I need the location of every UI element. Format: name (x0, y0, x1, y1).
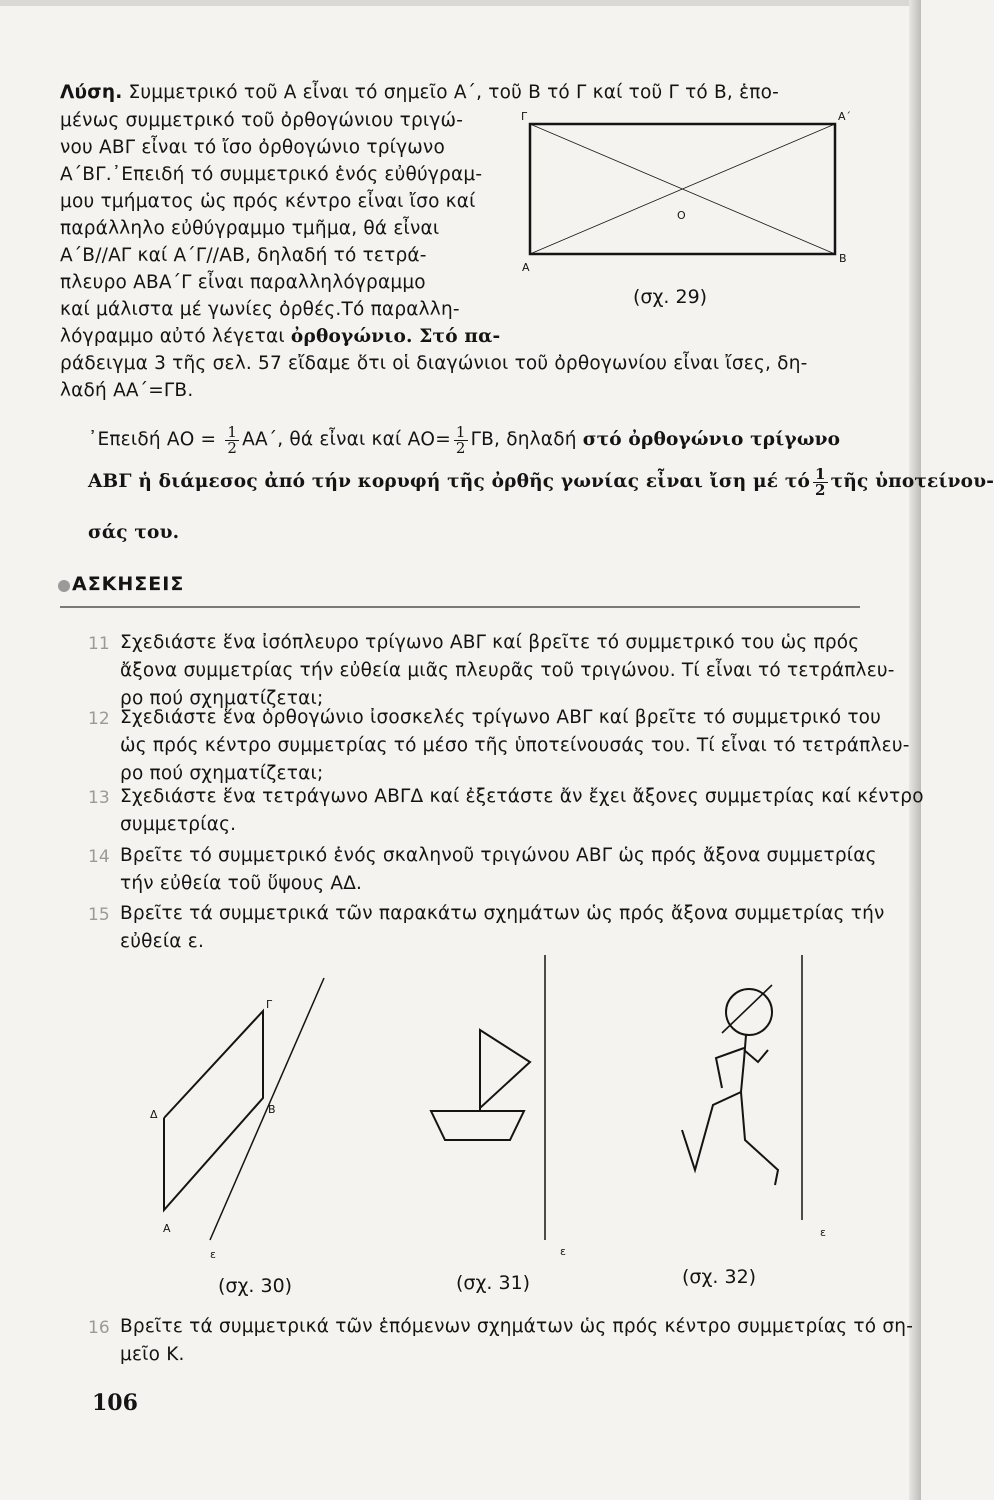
exercise-number: 12 (88, 709, 110, 729)
fig30-label-g: Γ (266, 998, 273, 1011)
fig31-sail (480, 1030, 530, 1108)
fig32-leg-right (741, 1092, 778, 1185)
solution-line-9: καί μάλιστα μέ γωνίες ὀρθές.Τό παραλλη- (60, 299, 460, 320)
exercise-11-line-3: ρο πού σχηματίζεται; (120, 688, 324, 709)
fig32-head-stroke (722, 985, 772, 1033)
fraction-half: $\frac{1}{2}$ (455, 422, 466, 457)
exercise-number: 16 (88, 1318, 110, 1338)
page-number: 106 (92, 1390, 138, 1416)
solution-line-8: πλευρο ΑΒΑ΄Γ εἶναι παραλληλόγραμμο (60, 272, 426, 293)
exercise-12-line-2: ὡς πρός κέντρο συμμετρίας τό μέσο τῆς ὑποτείνουσάς του. Τί εἶναι τό τετράπλευ- (120, 735, 910, 756)
exercise-15-line-2: εὐθεία ε. (120, 931, 205, 952)
fig31-hull (431, 1111, 524, 1140)
exercise-12-line-1: Σχεδιάστε ἕνα ὀρθογώνιο ἰσοσκελές τρίγωνο ΑΒΓ καί βρεῖτε τό συμμετρικό του (120, 707, 882, 728)
term-orthogonio: ὀρθογώνιο. Στό πα- (290, 326, 501, 347)
fig32-arm-left (716, 1048, 744, 1088)
solution-line-4: Α΄ΒΓ.᾿Επειδή τό συμμετρικό ἑνός εὐθύγραμ- (60, 164, 483, 185)
fig30-axis-e (210, 978, 324, 1240)
fig31-caption: (σχ. 31) (456, 1272, 531, 1294)
exercise-number: 11 (88, 634, 110, 654)
fig32-arm-right (744, 1050, 768, 1062)
proof-line-3: σάς του. (88, 522, 180, 543)
exercise-13-line-2: συμμετρίας. (120, 814, 237, 835)
fig32-label-e: ε (820, 1226, 826, 1239)
exercise-11-line-2: ἄξονα συμμετρίας τήν εὐθεία μιᾶς πλευρᾶς τοῦ τριγώνου. Τί εἶναι τό τετράπλευ- (120, 660, 895, 681)
exercise-15-line-1: Βρεῖτε τά συμμετρικά τῶν παρακάτω σχημάτων ὡς πρός ἄξονα συμμετρίας τήν (120, 903, 885, 924)
fig29-caption: (σχ. 29) (633, 286, 708, 308)
fig29-label-g: Γ (521, 110, 528, 123)
fig29-label-b: Β (839, 252, 847, 265)
fig32-leg-left (682, 1092, 741, 1170)
exercise-number: 13 (88, 788, 110, 808)
fig30-label-d: Δ (150, 1108, 158, 1121)
solution-line-6: παράλληλο εὐθύγραμμο τμῆμα, θά εἶναι (60, 218, 440, 239)
fig29-rectangle-diagram (530, 124, 835, 254)
exercise-11-line-1: Σχεδιάστε ἕνα ἰσόπλευρο τρίγωνο ΑΒΓ καί βρεῖτε τό συμμετρικό του ὡς πρός (120, 632, 860, 653)
exercise-number: 14 (88, 847, 110, 867)
solution-line-12: λαδή ΑΑ΄=ΓΒ. (60, 380, 194, 401)
exercise-12-line-3: ρο πού σχηματίζεται; (120, 763, 324, 784)
solution-line-11: ράδειγμα 3 τῆς σελ. 57 εἴδαμε ὅτι οἱ διαγώνιοι τοῦ ὀρθογωνίου εἶναι ἴσες, δη- (60, 353, 808, 374)
exercise-16-line-1: Βρεῖτε τά συμμετρικά τῶν ἑπόμενων σχημάτων ὡς πρός κέντρο συμμετρίας τό ση- (120, 1316, 914, 1337)
solution-line-10: λόγραμμο αὐτό λέγεται ὀρθογώνιο. Στό πα- (60, 326, 501, 347)
fig30-parallelogram (164, 1011, 263, 1210)
exercise-16-line-2: μεῖο Κ. (120, 1344, 185, 1365)
fig31-sailboat-diagram (431, 955, 545, 1240)
fig32-head (726, 989, 772, 1035)
fig30-caption: (σχ. 30) (218, 1275, 293, 1297)
fig29-label-aprime: Α΄ (838, 110, 852, 123)
fig30-label-e: ε (210, 1248, 216, 1261)
exercise-13-line-1: Σχεδιάστε ἕνα τετράγωνο ΑΒΓΔ καί ἐξετάστε ἄν ἔχει ἄξονες συμμετρίας καί κέντρο (120, 786, 924, 807)
fig31-label-e: ε (560, 1245, 566, 1258)
fig32-body (741, 1035, 746, 1092)
fraction-half: $\frac{1}{2}$ (815, 464, 826, 499)
exercise-14-line-2: τήν εὐθεία τοῦ ὕψους ΑΔ. (120, 873, 363, 894)
solution-label: Λύση. (60, 82, 123, 103)
solution-line-1: Λύση. Συμμετρικό τοῦ Α εἶναι τό σημεῖο Α΄, τοῦ Β τό Γ καί τοῦ Γ τό Β, ἑπο- (60, 82, 780, 103)
solution-line-2: μένως συμμετρικό τοῦ ὀρθογώνιου τριγώ- (60, 110, 464, 131)
fig29-label-o: Ο (677, 209, 686, 222)
fig30-label-b: Β (268, 1103, 276, 1116)
solution-line-5: μου τμήματος ὡς πρός κέντρο εἶναι ἴσο καί (60, 191, 476, 212)
exercises-heading: ΑΣΚΗΣΕΙΣ (72, 573, 185, 595)
exercise-number: 15 (88, 905, 110, 925)
fig32-runner-diagram (682, 955, 802, 1220)
fig30-label-a: Α (163, 1222, 171, 1235)
solution-line-7: Α΄Β//ΑΓ καί Α΄Γ//ΑΒ, δηλαδή τό τετρά- (60, 245, 427, 266)
solution-line-3: νου ΑΒΓ εἶναι τό ἴσο ὀρθογώνιο τρίγωνο (60, 137, 445, 158)
fig30-parallelogram-diagram (164, 978, 324, 1240)
proof-line-2: ΑΒΓ ἡ διάμεσος ἀπό τήν κορυφή τῆς ὀρθῆς γωνίας εἶναι ἴση μέ τό $\frac{1}{2}$ τῆς ὑποτείνου- (88, 464, 994, 499)
fig29-label-a: Α (522, 261, 530, 274)
proof-line-1: ᾿Επειδή ΑΟ = $\frac{1}{2}$ ΑΑ΄, θά εἶναι καί ΑΟ= $\frac{1}{2}$ ΓΒ, δηλαδή στό ὀρθογώνιο τρίγωνο (88, 422, 841, 457)
fig32-caption: (σχ. 32) (682, 1266, 757, 1288)
exercise-14-line-1: Βρεῖτε τό συμμετρικό ἑνός σκαληνοῦ τριγώνου ΑΒΓ ὡς πρός ἄξονα συμμετρίας (120, 845, 877, 866)
fraction-half: $\frac{1}{2}$ (227, 422, 238, 457)
